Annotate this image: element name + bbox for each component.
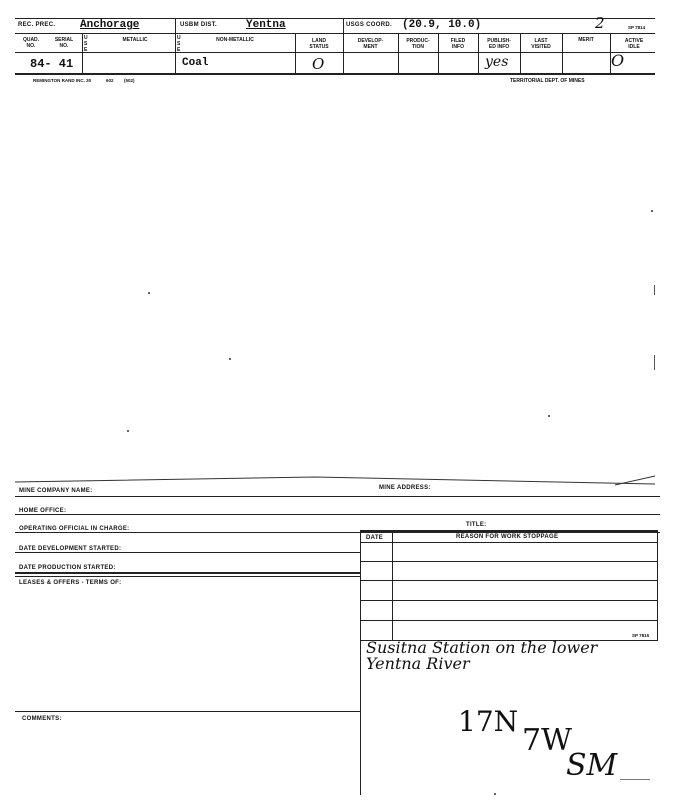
col-quad: QUAD. NO. — [22, 37, 40, 49]
rule — [15, 711, 360, 712]
col-land-status: LAND STATUS — [309, 38, 329, 50]
rule — [657, 530, 658, 640]
col-production: PRODUC- TION — [406, 38, 430, 50]
scan-mark — [654, 285, 655, 295]
page-number: 2 — [595, 14, 605, 32]
rule — [343, 33, 344, 73]
active-idle-value: O — [611, 51, 625, 70]
usgs-coord-value: (20.9, 10.0) — [402, 19, 482, 31]
card-edge — [15, 470, 660, 492]
handwritten-location-line2: Yentna River — [366, 654, 470, 673]
rule — [392, 530, 393, 640]
rule — [15, 576, 360, 577]
col-filed-info: FILED INFO — [450, 38, 466, 50]
printer-mark: REMINGTON RAND INC. 30 — [33, 78, 92, 83]
home-office-label: HOME OFFICE: — [19, 508, 67, 514]
printer-code-2: (502) — [124, 78, 135, 83]
rule — [520, 33, 521, 73]
rule — [360, 530, 361, 795]
leases-offers-label: LEASES & OFFERS - TERMS OF: — [19, 580, 122, 586]
mine-company-name-label: MINE COMPANY NAME: — [19, 488, 93, 494]
col-use-right: U S E — [177, 35, 181, 53]
rule — [360, 561, 658, 562]
date-dev-started-label: DATE DEVELOPMENT STARTED: — [19, 546, 122, 552]
form-code-2: SP 7815 — [632, 633, 650, 638]
rule — [15, 496, 660, 497]
rule — [478, 33, 479, 73]
handwritten-township: 17N — [458, 705, 519, 738]
quad-serial-value: 84- 41 — [30, 57, 74, 71]
published-info-value: yes — [485, 54, 509, 70]
rule — [360, 620, 658, 621]
scan-mark — [620, 779, 650, 780]
usgs-coord-label: USGS COORD. — [346, 22, 392, 28]
rule — [360, 580, 658, 581]
rule — [15, 33, 655, 34]
rule — [15, 73, 655, 75]
rule — [82, 33, 83, 73]
usbm-dist-label: USBM DIST. — [180, 22, 218, 28]
handwritten-range: 7W — [522, 723, 572, 758]
col-merit: MERIT — [578, 37, 594, 43]
col-non-metallic: NON-METALLIC — [216, 37, 254, 43]
scan-speck — [148, 292, 150, 294]
rule — [562, 33, 563, 73]
col-active-idle: ACTIVE IDLE — [624, 38, 644, 50]
reason-col-label: REASON FOR WORK STOPPAGE — [456, 534, 559, 540]
scan-speck — [651, 210, 653, 212]
scan-speck — [127, 430, 129, 432]
operating-official-label: OPERATING OFFICIAL IN CHARGE: — [19, 526, 130, 532]
printer-code-1: 602 — [106, 78, 114, 83]
rule — [343, 18, 344, 33]
scan-mark — [654, 355, 655, 370]
title-label: TITLE: — [466, 522, 487, 528]
col-metallic: METALLIC — [122, 37, 148, 43]
col-serial: SERIAL NO. — [54, 37, 74, 49]
land-status-value: O — [312, 55, 325, 73]
rec-prec-label: REC. PREC. — [18, 22, 56, 28]
rule — [175, 33, 176, 73]
dept-label: TERRITORIAL DEPT. OF MINES — [510, 78, 585, 84]
col-development: DEVELOP- MENT — [357, 38, 384, 50]
rule — [175, 18, 176, 33]
date-prod-started-label: DATE PRODUCTION STARTED: — [19, 565, 116, 571]
scan-speck — [494, 793, 496, 795]
rule — [438, 33, 439, 73]
rule — [15, 572, 360, 574]
rule — [295, 33, 296, 73]
handwritten-meridian: SM — [566, 748, 618, 783]
rule — [15, 52, 655, 53]
mine-address-label: MINE ADDRESS: — [379, 485, 431, 491]
col-published-info: PUBLISH- ED INFO — [487, 38, 511, 50]
rec-prec-value: Anchorage — [80, 19, 140, 31]
scan-speck — [229, 358, 231, 360]
scan-speck — [548, 415, 550, 417]
col-use-left: U S E — [84, 35, 88, 53]
usbm-dist-value: Yentna — [246, 19, 286, 31]
handwritten-location-line1: Susitna Station on the lower — [366, 638, 598, 657]
non-metallic-value: Coal — [182, 57, 209, 69]
rule — [15, 514, 660, 515]
form-code: SP 7814 — [628, 25, 646, 30]
rule — [360, 530, 658, 532]
rule — [360, 600, 658, 601]
date-col-label: DATE — [366, 535, 384, 541]
col-last-visited: LAST VISITED — [531, 38, 551, 50]
rule — [360, 542, 658, 543]
comments-label: COMMENTS: — [22, 716, 62, 722]
rule — [398, 33, 399, 73]
